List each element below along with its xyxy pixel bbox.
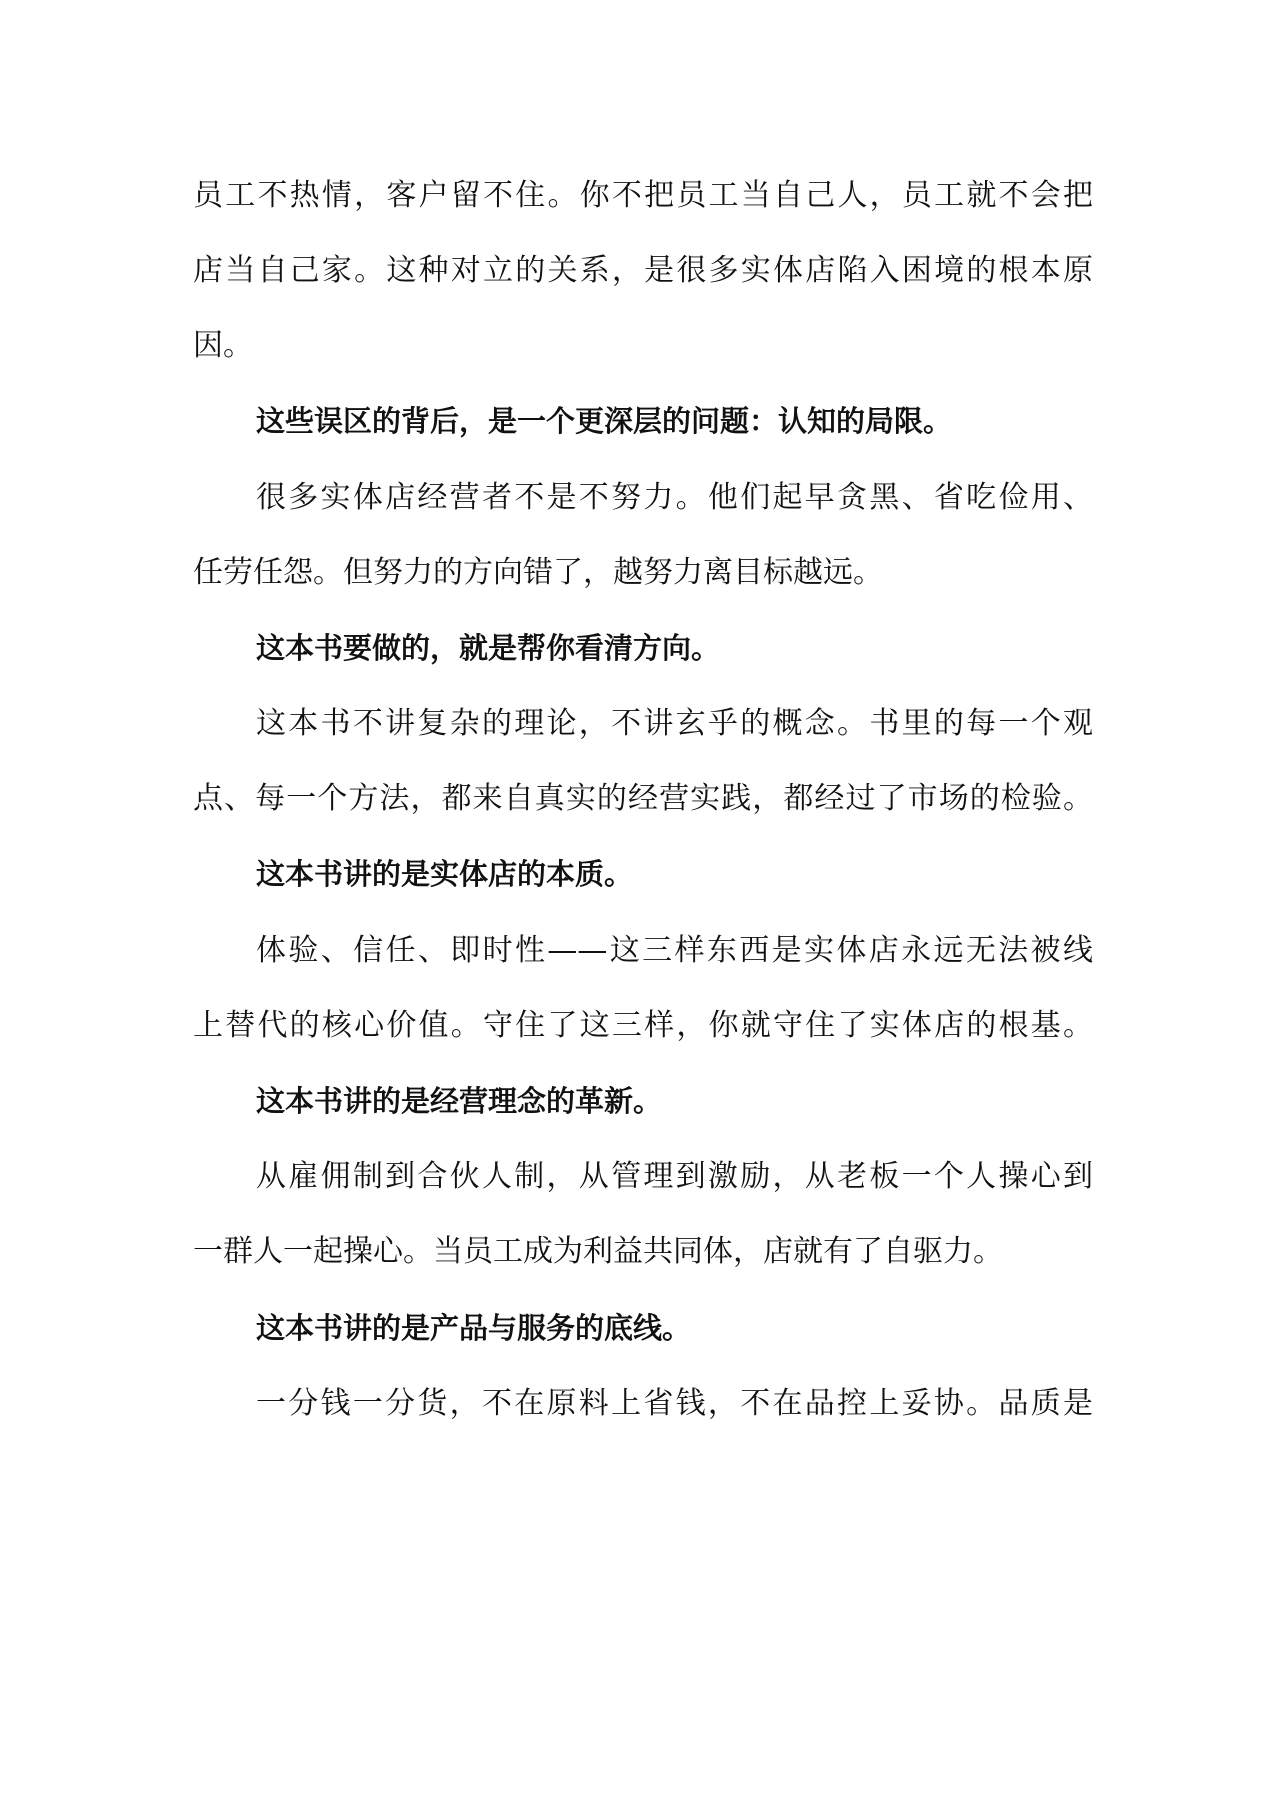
section-heading: 这本书要做的，就是帮你看清方向。: [256, 631, 721, 665]
section-heading: 这些误区的背后，是一个更深层的问题：认知的局限。: [256, 404, 953, 438]
paragraph-line: 店当自己家。这种对立的关系，是很多实体店陷入困境的根本原: [193, 253, 1093, 288]
section-heading: 这本书讲的是实体店的本质。: [256, 857, 634, 891]
paragraph-line: 这本书不讲复杂的理论，不讲玄乎的概念。书里的每一个观: [256, 706, 1093, 741]
paragraph-line: 体验、信任、即时性——这三样东西是实体店永远无法被线: [256, 933, 1093, 968]
section-heading: 这本书讲的是经营理念的革新。: [256, 1084, 663, 1118]
paragraph-line: 员工不热情，客户留不住。你不把员工当自己人，员工就不会把: [193, 178, 1093, 213]
paragraph-line: 一分钱一分货，不在原料上省钱，不在品控上妥协。品质是: [256, 1386, 1093, 1421]
paragraph-line: 上替代的核心价值。守住了这三样，你就守住了实体店的根基。: [193, 1008, 1093, 1043]
section-heading: 这本书讲的是产品与服务的底线。: [256, 1311, 692, 1345]
paragraph-line: 从雇佣制到合伙人制，从管理到激励，从老板一个人操心到: [256, 1159, 1093, 1194]
paragraph-line: 点、每一个方法，都来自真实的经营实践，都经过了市场的检验。: [193, 781, 1093, 816]
paragraph-line: 一群人一起操心。当员工成为利益共同体，店就有了自驱力。: [193, 1234, 1003, 1269]
paragraph-line: 任劳任怨。但努力的方向错了，越努力离目标越远。: [193, 555, 883, 590]
paragraph-line: 因。: [193, 328, 253, 363]
paragraph-line: 很多实体店经营者不是不努力。他们起早贪黑、省吃俭用、: [256, 480, 1093, 515]
